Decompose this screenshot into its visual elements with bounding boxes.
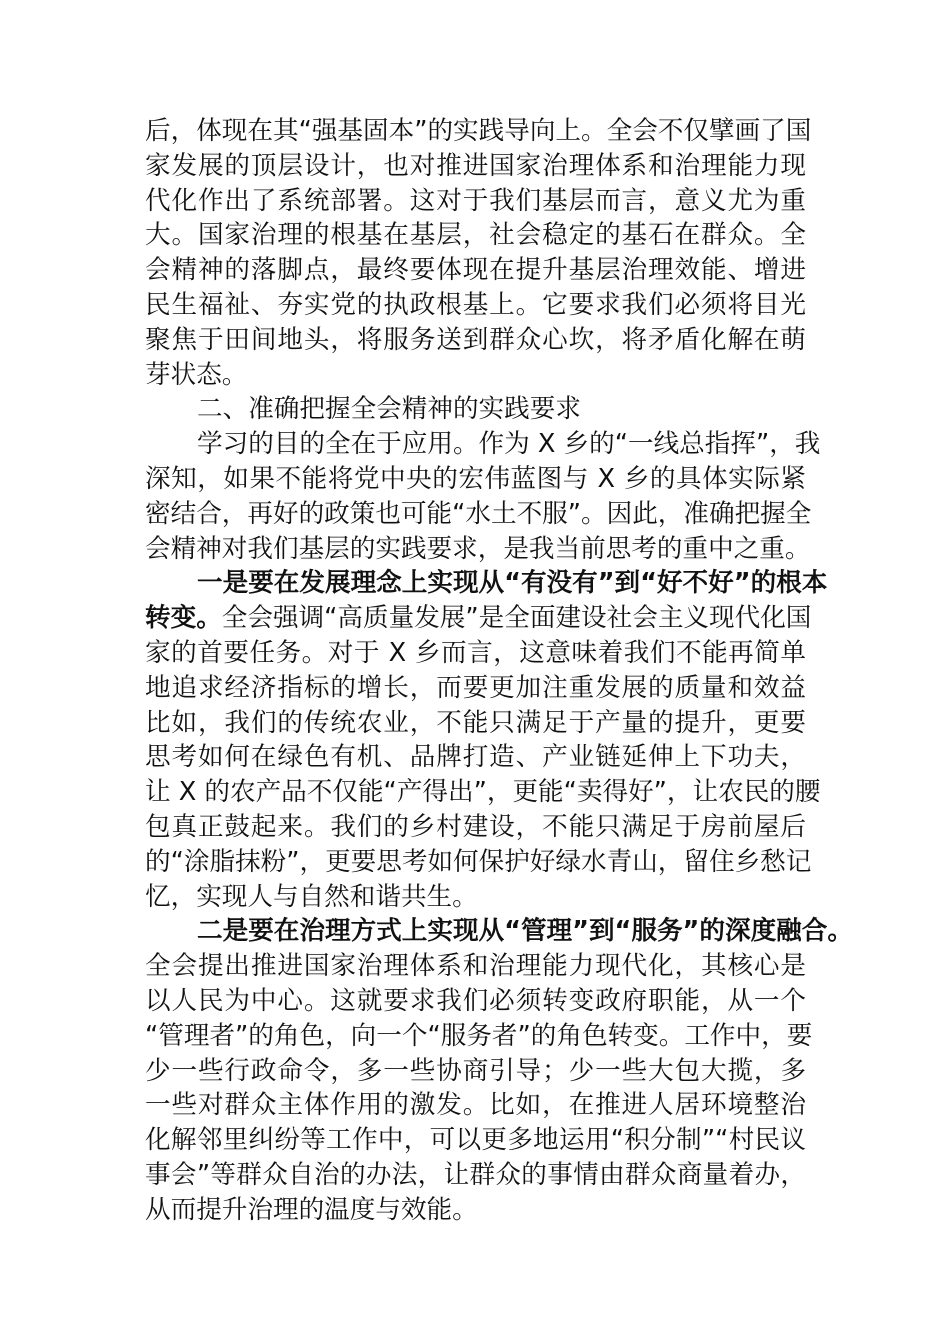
text-line [145,253,806,288]
text-line [145,880,806,915]
text-line [145,984,806,1019]
body-text: 比如，我们的传统农业，不能只满足于产量的提升，更要 [145,707,806,738]
body-text: 家发展的顶层设计，也对推进国家治理体系和治理能力现 [145,150,806,181]
body-text: 忆，实现人与自然和谐共生。 [145,881,478,912]
body-text: 学习的目的全在于应用。作为 X 乡的“一线总指挥”，我 [197,429,821,460]
body-text: 会精神的落脚点，最终要体现在提升基层治理效能、增进 [145,255,806,286]
text-line [145,740,806,775]
text-line [145,532,811,567]
body-text: 家的首要任务。对于 X 乡而言，这意味着我们不能再简单 [145,637,806,668]
text-line [145,1123,806,1158]
text-line [145,497,812,532]
body-text: 芽状态。 [145,359,248,390]
text-line [145,1088,806,1123]
body-text: 代化作出了系统部署。这对于我们基层而言，意义尤为重 [145,185,806,216]
text-line [145,845,812,880]
body-text: 后，体现在其“强基固本”的实践导向上。全会不仅擘画了国 [145,116,812,146]
body-text: 大。国家治理的根基在基层，社会稳定的基石在群众。全 [145,220,806,251]
bold-lead-text: 二是要在治理方式上实现从“管理”到“服务”的深度融合。 [197,916,853,947]
text-line [145,358,806,393]
text-line [145,601,812,636]
text-line [145,636,806,671]
paragraph [145,566,828,914]
text-line [145,1019,813,1054]
text-line [145,114,812,149]
text-line [145,218,806,253]
text-line [145,775,821,810]
body-text: 的“涂脂抹粉”，更要思考如何保护好绿水青山，留住乡愁记 [145,846,812,877]
body-text: 一些对群众主体作用的激发。比如，在推进人居环境整治 [145,1090,806,1121]
paragraph [145,114,812,392]
text-line [145,914,853,949]
body-text: “管理者”的角色，向一个“服务者”的角色转变。工作中，要 [145,1020,813,1051]
body-text: 会精神对我们基层的实践要求，是我当前思考的重中之重。 [145,533,811,564]
body-text: 化解邻里纠纷等工作中，可以更多地运用“积分制”“村民议 [145,1125,806,1156]
text-line [145,323,806,358]
text-line [145,288,806,323]
body-text: 思考如何在绿色有机、品牌打造、产业链延伸上下功夫， [145,742,806,773]
body-text: 让 X 的农产品不仅能“产得出”，更能“卖得好”，让农民的腰 [145,777,821,808]
paragraph [145,427,821,566]
body-text: 聚焦于田间地头，将服务送到群众心坎，将矛盾化解在萌 [145,324,806,355]
text-line [145,427,821,462]
text-line [145,1054,806,1089]
body-text: 以人民为中心。这就要求我们必须转变政府职能，从一个 [145,985,806,1016]
body-text: 全会提出推进国家治理体系和治理能力现代化，其核心是 [145,951,806,982]
text-line [145,184,806,219]
text-line [145,810,806,845]
bold-lead-text: 转变。 [145,603,222,634]
body-text: 民生福祉、夯实党的执政根基上。它要求我们必须将目光 [145,289,806,320]
text-line [145,1158,806,1193]
text-line [145,949,806,984]
body-text: 密结合，再好的政策也可能“水土不服”。因此，准确把握全 [145,498,812,529]
body-text: 地追求经济指标的增长，而要更加注重发展的质量和效益 [145,672,806,703]
text-line [145,392,806,427]
body-text: 从而提升治理的温度与效能。 [145,1194,478,1225]
section-heading [145,392,806,427]
body-text: 包真正鼓起来。我们的乡村建设，不能只满足于房前屋后 [145,811,806,842]
text-line [145,149,806,184]
text-line [145,1193,806,1228]
body-text: 少一些行政命令，多一些协商引导；少一些大包大揽，多 [145,1055,806,1086]
document-body [145,114,853,1228]
body-text: 全会强调“高质量发展”是全面建设社会主义现代化国 [221,603,812,634]
paragraph [145,914,853,1227]
text-line [145,566,828,601]
body-text: 二、准确把握全会精神的实践要求 [197,394,581,425]
body-text: 深知，如果不能将党中央的宏伟蓝图与 X 乡的具体实际紧 [145,463,806,494]
text-line [145,671,806,706]
bold-lead-text: 一是要在发展理念上实现从“有没有”到“好不好”的根本 [197,568,828,599]
body-text: 事会”等群众自治的办法，让群众的事情由群众商量着办， [145,1159,806,1190]
text-line [145,462,806,497]
text-line [145,706,806,741]
